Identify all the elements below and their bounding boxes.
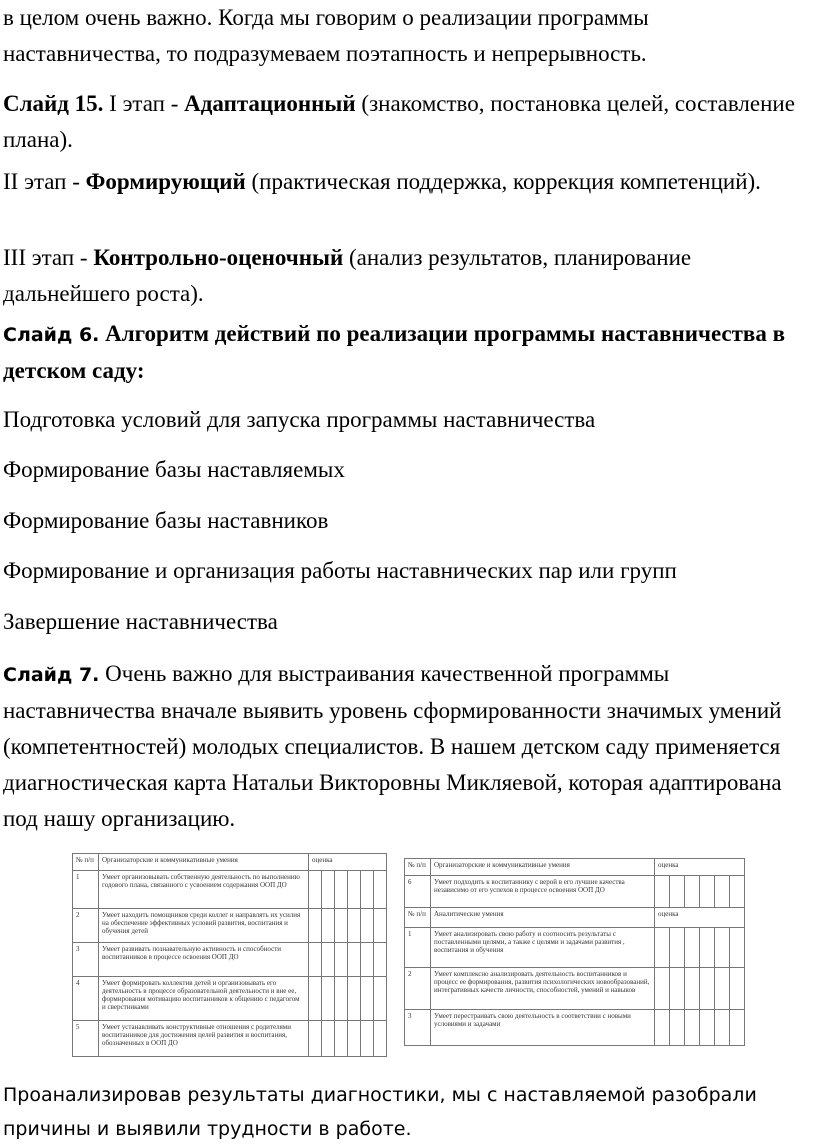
table-row (73, 1021, 387, 1057)
table-row (405, 1010, 745, 1046)
col-header-num: № п/п (405, 908, 431, 928)
col-header-skills: Аналитические умения (431, 908, 655, 928)
slide7-label: Слайд 7. (3, 664, 100, 686)
row-num: 6 (405, 876, 431, 908)
stage3-desc: (анализ результатов, планирование дальнейшего роста). (3, 245, 692, 306)
table-header-row (405, 859, 745, 876)
stage1-name: Адаптационный (184, 91, 356, 116)
row-text: Умеет комплексно анализировать деятельность воспитанников и процесс ее формирования, развития психологических новообразований, интегративных качеств личности, способностей, умений и навыков (431, 968, 655, 1010)
row-num: 2 (405, 968, 431, 1010)
table-header-row-analytic (405, 908, 745, 928)
step-item-3: Формирование базы наставников (3, 508, 329, 533)
row-num: 1 (405, 928, 431, 968)
row-num: 2 (73, 909, 99, 943)
row-num: 4 (73, 977, 99, 1021)
stage3-name: Контрольно-оценочный (93, 245, 344, 270)
row-text: Умеет анализировать свою работу и соотносить результаты с поставленными целями, а также с целями и задачами развития , воспитания и обучения (431, 928, 655, 968)
step-item-2: Формирование базы наставляемых (3, 457, 345, 482)
stage2-paragraph (3, 164, 803, 200)
row-text: Умеет устанавливать конструктивные отношения с родителями воспитанников для достижения целей развития и воспитания, обозначенных в ООП ДО (99, 1021, 309, 1057)
col-header-skills: Организаторские и коммуникативные умения (99, 854, 309, 871)
col-header-num: № п/п (73, 854, 99, 871)
table-row (73, 871, 387, 909)
row-text: Умеет находить помощников среди коллег и направлять их усилия на обеспечение эффективных условий развития, воспитания и обучения детей (99, 909, 309, 943)
table-row (73, 977, 387, 1021)
row-text: Умеет организовывать собственную деятельность по выполнению годового плана, связанного с усвоением содержания ООП ДО (99, 871, 309, 909)
stage2-desc: (практическая поддержка, коррекция компетенций). (245, 169, 761, 194)
col-header-score: оценка (655, 859, 745, 876)
row-num: 1 (73, 871, 99, 909)
table-row (405, 968, 745, 1010)
step-item-5: Завершение наставничества (3, 609, 278, 634)
stage2-prefix: II этап - (3, 169, 86, 194)
conclusion-paragraph: Проанализировав результаты диагностики, мы с наставляемой разобрали причины и выявили трудности в работе. (3, 1084, 757, 1140)
slide6-heading (3, 316, 803, 389)
row-num: 3 (405, 1010, 431, 1046)
col-header-skills: Организаторские и коммуникативные умения (431, 859, 655, 876)
stage3-prefix: III этап - (3, 245, 94, 270)
table-row (405, 928, 745, 968)
slide7-text: Очень важно для выстраивания качественной программы наставничества вначале выявить уровень сформированности значимых умений (компетентностей) молодых специалистов. В нашем детском саду применяется диагностическая карта Натальи Викторовны Микляевой, которая адаптирована под нашу организацию. (3, 661, 782, 831)
step-item-1: Подготовка условий для запуска программы наставничества (3, 407, 596, 432)
col-header-score: оценка (309, 854, 387, 871)
row-text: Умеет развивать познавательную активность и способности воспитанников в процессе освоения ООП ДО (99, 943, 309, 977)
row-text: Умеет перестраивать свою деятельность в соответствии с новыми условиями и задачами (431, 1010, 655, 1046)
col-header-num: № п/п (405, 859, 431, 876)
row-num: 5 (73, 1021, 99, 1057)
intro-paragraph: в целом очень важно. Когда мы говорим о реализации программы наставничества, то подразумеваем поэтапность и непрерывность. (3, 5, 649, 66)
slide15-paragraph (3, 86, 803, 158)
table-row (73, 909, 387, 943)
table-header-row (73, 854, 387, 871)
stage2-name: Формирующий (85, 169, 246, 194)
row-text: Умеет подходить к воспитаннику с верой в его лучшие качества независимо от его успехов в процессе освоения ООП ДО (431, 876, 655, 908)
step-item-4: Формирование и организация работы наставнических пар или групп (3, 558, 677, 583)
table-row (405, 876, 745, 908)
row-num: 3 (73, 943, 99, 977)
table-row (73, 943, 387, 977)
stage1-desc: (знакомство, постановка целей, составление плана). (3, 91, 795, 152)
col-header-score: оценка (655, 908, 745, 928)
stage1-prefix: I этап - (103, 91, 185, 116)
diagnostic-table-right (404, 858, 745, 1046)
slide6-title: Алгоритм действий по реализации программы наставничества в детском саду: (3, 321, 786, 383)
diagnostic-table-left (72, 853, 387, 1057)
slide15-label: Слайд 15. (3, 91, 104, 116)
row-text: Умеет формировать коллектив детей и организовывать его деятельность в процессе образовательной деятельности и вне ее, формирования мотивацию воспитанников к общению с педагогом и сверстниками (99, 977, 309, 1021)
slide6-label: Слайд 6. (3, 324, 100, 346)
slide7-paragraph (3, 656, 803, 837)
stage3-paragraph (3, 240, 803, 312)
